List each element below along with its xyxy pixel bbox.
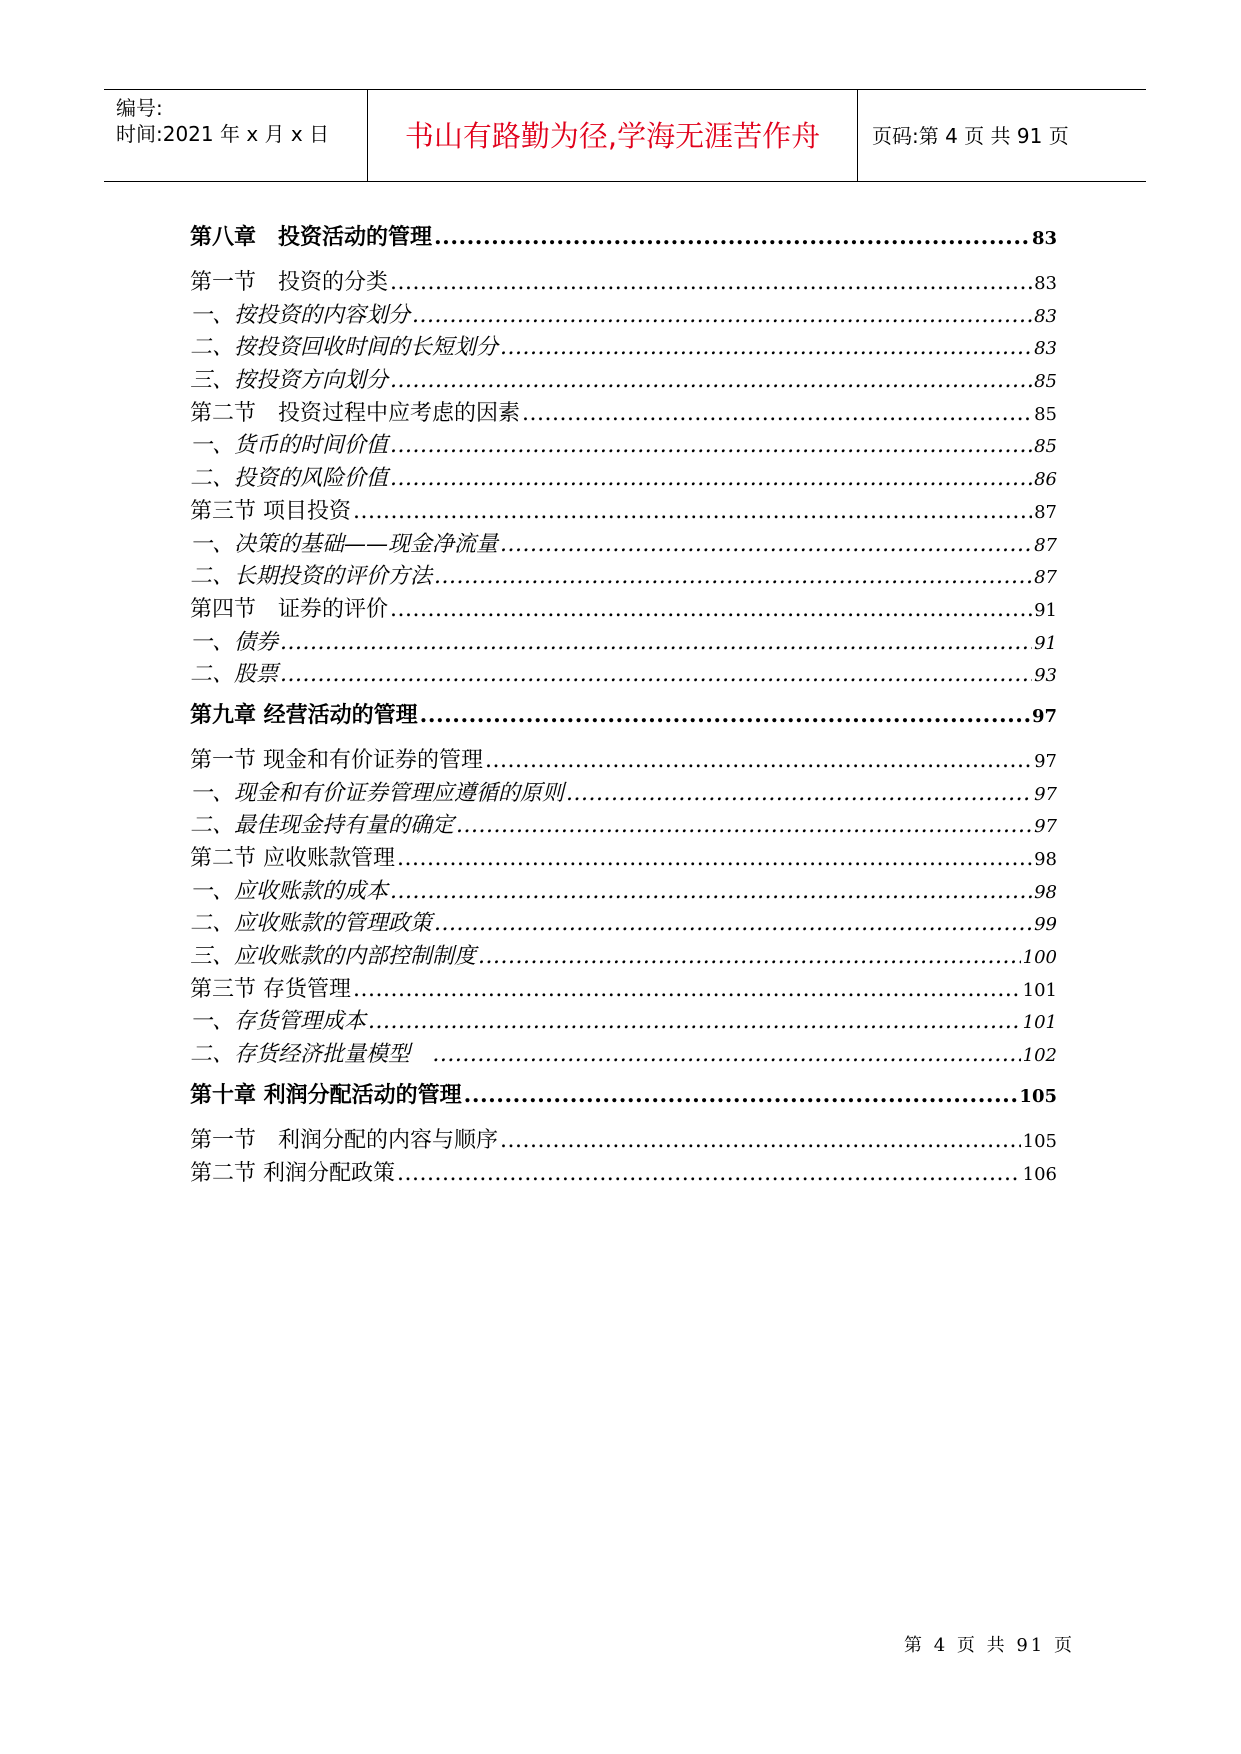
- toc-entry-title: 二、应收账款的管理政策: [190, 911, 433, 937]
- toc-page-number: 83: [1031, 228, 1057, 249]
- toc-dot-leader: [390, 368, 1032, 393]
- toc-dot-leader: [397, 1161, 1021, 1186]
- toc-page-number: 93: [1034, 665, 1057, 687]
- document-time-label: 时间:2021 年 x 月 x 日: [116, 122, 330, 146]
- toc-item-entry[interactable]: [190, 657, 1057, 690]
- toc-entry-title: 二、长期投资的评价方法: [190, 564, 433, 590]
- toc-item-entry[interactable]: [190, 298, 1057, 331]
- toc-item-entry[interactable]: [190, 330, 1057, 363]
- toc-item-entry[interactable]: [190, 906, 1057, 939]
- toc-item-entry[interactable]: [190, 874, 1057, 907]
- toc-page-number: 97: [1034, 783, 1057, 805]
- toc-entry-title: 一、存货管理成本: [190, 1009, 367, 1035]
- header-motto: 书山有路勤为径,学海无涯苦作舟: [368, 90, 858, 181]
- toc-section-entry[interactable]: [190, 743, 1057, 776]
- toc-dot-leader: [390, 879, 1032, 904]
- toc-entry-title: 二、最佳现金持有量的确定: [190, 813, 455, 839]
- toc-page-number: 100: [1022, 947, 1057, 969]
- toc-page-number: 98: [1034, 881, 1057, 903]
- toc-page-number: 91: [1034, 632, 1057, 654]
- toc-dot-leader: [500, 335, 1032, 360]
- toc-dot-leader: [500, 532, 1032, 557]
- toc-section-entry[interactable]: [190, 1123, 1057, 1156]
- toc-item-entry[interactable]: [190, 939, 1057, 972]
- toc-page-number: 101: [1022, 1012, 1057, 1034]
- toc-dot-leader: [280, 662, 1032, 687]
- toc-dot-leader: [353, 499, 1032, 524]
- document-number-label: 编号:: [116, 96, 163, 120]
- toc-page-number: 86: [1034, 469, 1057, 491]
- toc-item-entry[interactable]: [190, 808, 1057, 841]
- toc-entry-title: 第二节 应收账款管理: [190, 846, 395, 871]
- toc-chapter-entry[interactable]: [190, 698, 1057, 735]
- toc-entry-title: 三、应收账款的内部控制制度: [190, 944, 477, 970]
- toc-dot-leader: [434, 911, 1032, 936]
- toc-entry-title: 一、应收账款的成本: [190, 878, 389, 904]
- toc-page-number: 98: [1034, 849, 1057, 870]
- toc-dot-leader: [397, 846, 1032, 871]
- toc-dot-leader: [566, 781, 1032, 806]
- toc-page-number: 97: [1034, 816, 1057, 838]
- toc-page-number: 87: [1034, 501, 1057, 523]
- toc-section-entry[interactable]: [190, 1156, 1057, 1189]
- toc-page-number: 83: [1034, 305, 1057, 327]
- toc-dot-leader: [464, 1082, 1018, 1108]
- toc-page-number: 87: [1034, 534, 1057, 556]
- toc-item-entry[interactable]: [190, 625, 1057, 658]
- toc-entry-title: 第四节 证券的评价: [190, 596, 389, 622]
- toc-entry-title: 第八章 投资活动的管理: [190, 224, 433, 250]
- toc-dot-leader: [500, 1128, 1021, 1153]
- toc-section-entry[interactable]: [190, 592, 1057, 625]
- toc-dot-leader: [390, 270, 1032, 295]
- toc-dot-leader: [434, 224, 1030, 250]
- toc-dot-leader: [390, 433, 1032, 458]
- toc-entry-title: 一、按投资的内容划分: [190, 302, 411, 328]
- toc-dot-leader: [353, 977, 1021, 1002]
- toc-entry-title: 一、债券: [190, 629, 279, 655]
- toc-item-entry[interactable]: [190, 1037, 1057, 1070]
- toc-page-number: 87: [1034, 567, 1057, 589]
- toc-entry-title: 第一节 现金和有价证券的管理: [190, 747, 483, 773]
- toc-entry-title: 二、按投资回收时间的长短划分: [190, 335, 499, 361]
- toc-entry-title: 一、现金和有价证券管理应遵循的原则: [190, 780, 565, 806]
- toc-page-number: 106: [1022, 1163, 1057, 1185]
- toc-dot-leader: [420, 702, 1030, 728]
- toc-entry-title: 第二节 利润分配政策: [190, 1160, 395, 1186]
- page-footer: 第 4 页 共 91 页: [904, 1635, 1075, 1656]
- toc-dot-leader: [280, 630, 1032, 655]
- header-page-label: 页码:第 4 页 共 91 页: [872, 124, 1069, 148]
- toc-entry-title: 二、存货经济批量模型: [190, 1042, 411, 1068]
- toc-entry-title: 第九章 经营活动的管理: [190, 701, 418, 728]
- toc-dot-leader: [522, 401, 1032, 426]
- toc-page-number: 97: [1034, 750, 1057, 772]
- toc-page-number: 91: [1034, 599, 1057, 621]
- toc-item-entry[interactable]: [190, 527, 1057, 560]
- toc-dot-leader: [485, 748, 1032, 773]
- toc-dot-leader: [412, 303, 1032, 328]
- toc-entry-title: 一、决策的基础——现金净流量: [190, 531, 499, 557]
- toc-dot-leader: [368, 1009, 1021, 1034]
- toc-entry-title: 第一节 投资的分类: [190, 270, 389, 295]
- page-header: [104, 89, 1146, 182]
- toc-section-entry[interactable]: [190, 265, 1057, 298]
- toc-item-entry[interactable]: [190, 1004, 1057, 1037]
- toc-page-number: 105: [1019, 1085, 1057, 1107]
- toc-entry-title: 三、按投资方向划分: [190, 368, 389, 394]
- toc-page-number: 99: [1034, 914, 1057, 936]
- toc-entry-title: 第十章 利润分配活动的管理: [190, 1081, 462, 1108]
- toc-page-number: 105: [1022, 1130, 1057, 1152]
- toc-entry-title: 第二节 投资过程中应考虑的因素: [190, 400, 521, 426]
- header-info-cell: [104, 90, 368, 181]
- toc-entry-title: 一、货币的时间价值: [190, 433, 389, 459]
- toc-page-number: 85: [1034, 436, 1057, 458]
- toc-item-entry[interactable]: [190, 559, 1057, 592]
- toc-section-entry[interactable]: [190, 494, 1057, 527]
- toc-dot-leader: [432, 1042, 1020, 1067]
- toc-page-number: 85: [1034, 403, 1057, 425]
- toc-dot-leader: [390, 466, 1032, 491]
- toc-page-number: 101: [1022, 979, 1057, 1001]
- toc-entry-title: 二、股票: [190, 662, 279, 688]
- toc-entry-title: 第三节 项目投资: [190, 498, 351, 524]
- toc-page-number: 83: [1034, 338, 1057, 360]
- toc-item-entry[interactable]: [190, 461, 1057, 494]
- toc-dot-leader: [456, 813, 1032, 838]
- toc-item-entry[interactable]: [190, 363, 1057, 396]
- toc-dot-leader: [478, 944, 1021, 969]
- toc-page-number: 102: [1022, 1045, 1057, 1067]
- toc-dot-leader: [390, 597, 1032, 622]
- toc-item-entry[interactable]: [190, 776, 1057, 809]
- toc-page-number: 83: [1034, 273, 1057, 294]
- toc-entry-title: 二、投资的风险价值: [190, 466, 389, 492]
- toc-section-entry[interactable]: [190, 396, 1057, 429]
- toc-dot-leader: [434, 564, 1032, 589]
- toc-entry-title: 第三节 存货管理: [190, 976, 351, 1002]
- toc-section-entry[interactable]: [190, 841, 1057, 874]
- toc-page-number: 97: [1031, 705, 1057, 727]
- toc-page-number: 85: [1034, 371, 1057, 393]
- toc-item-entry[interactable]: [190, 428, 1057, 461]
- toc-entry-title: 第一节 利润分配的内容与顺序: [190, 1127, 499, 1153]
- toc-chapter-entry[interactable]: [190, 220, 1057, 257]
- toc-chapter-entry[interactable]: [190, 1078, 1057, 1115]
- toc-section-entry[interactable]: [190, 972, 1057, 1005]
- table-of-contents: [190, 212, 1057, 1188]
